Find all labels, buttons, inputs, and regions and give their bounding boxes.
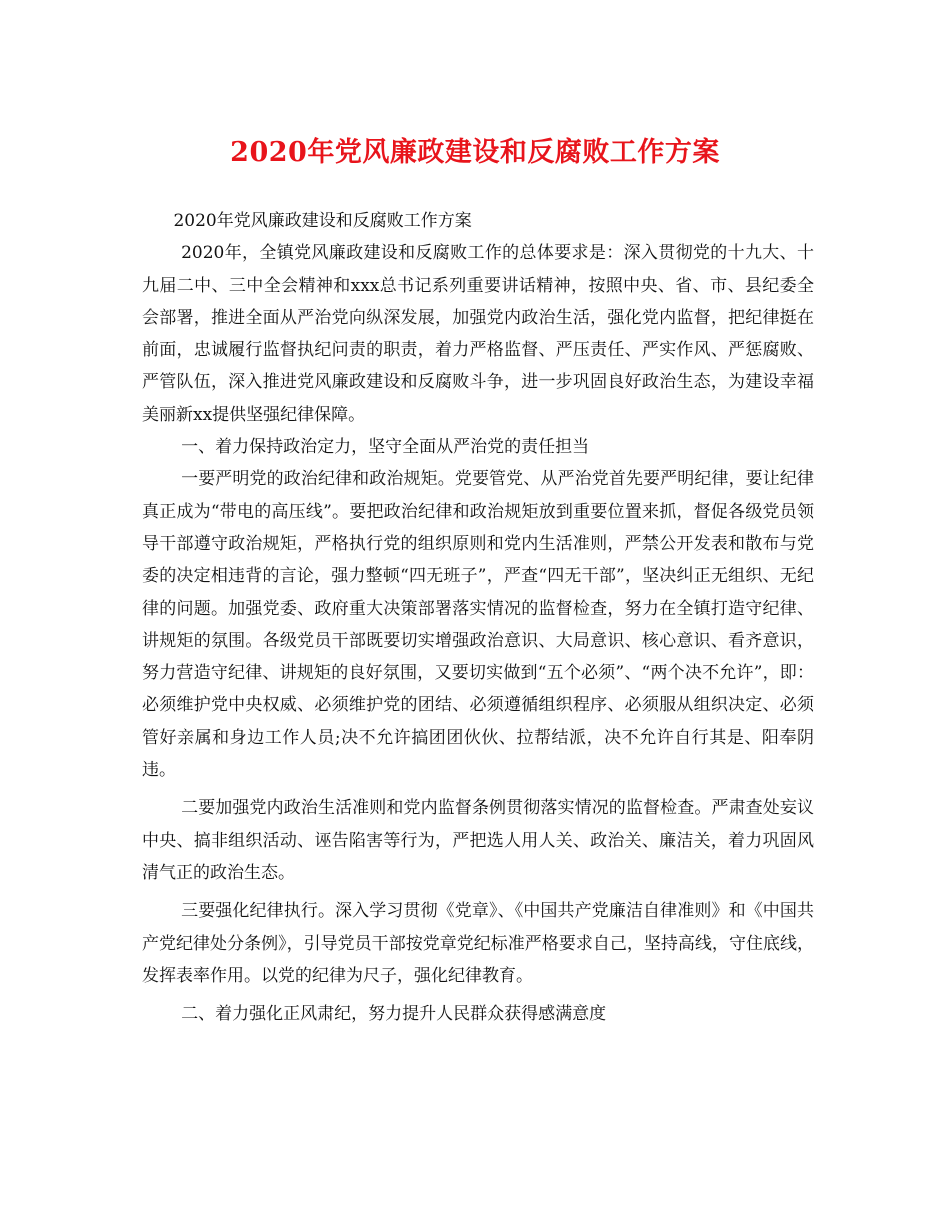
document-subtitle: 2020年党风廉政建设和反腐败工作方案 [173,211,472,231]
document-title: 2020年党风廉政建设和反腐败工作方案 [230,137,720,168]
paragraph-party-life-supervision: 二要加强党内政治生活准则和党内监督条例贯彻落实情况的监督检查。严肃查处妄议中央、搞非组织活动、诬告陷害等行为，严把选人用人关、政治关、廉洁关，着力巩固风清气正的政治生态。 [142,798,814,883]
document-body [142,205,814,1030]
paragraph-political-discipline: 一要严明党的政治纪律和政治规矩。党要管党、从严治党首先要严明纪律，要让纪律真正成为“带电的高压线”。要把政治纪律和政治规矩放到重要位置来抓，督促各级党员领导干部遵守政治规矩，严格执行党的组织原则和党内生活准则，严禁公开发表和散布与党委的决定相违背的言论，强力整顿“四无班子”，严查“四无干部”，坚决纠正无组织、无纪律的问题。加强党委、政府重大决策部署落实情况的监督检查，努力在全镇打造守纪律、讲规矩的氛围。各级党员干部既要切实增强政治意识、大局意识、核心意识、看齐意识，努力营造守纪律、讲规矩的良好氛围，又要切实做到“五个必须”、“两个决不允许”，即：必须维护党中央权威、必须维护党的团结、必须遵循组织程序、必须服从组织决定、必须管好亲属和身边工作人员;决不允许搞团团伙伙、拉帮结派，决不允许自行其是、阳奉阴违。 [142,469,814,781]
section-heading-2: 二、着力强化正风肃纪，努力提升人民群众获得感满意度 [181,1004,607,1025]
section-heading-1: 一、着力保持政治定力，坚守全面从严治党的责任担当 [181,437,590,458]
paragraph-intro: 2020年，全镇党风廉政建设和反腐败工作的总体要求是：深入贯彻党的十九大、十九届二中、三中全会精神和xxx总书记系列重要讲话精神，按照中央、省、市、县纪委全会部署，推进全面从严治党向纵深发展，加强党内政治生活，强化党内监督，把纪律挺在前面，忠诚履行监督执纪问责的职责，着力严格监督、严压责任、严实作风、严惩腐败、严管队伍，深入推进党风廉政建设和反腐败斗争，进一步巩固良好政治生态，为建设幸福美丽新xx提供坚强纪律保障。 [142,243,814,425]
paragraph-discipline-enforcement: 三要强化纪律执行。深入学习贯彻《党章》、《中国共产党廉洁自律准则》和《中国共产党纪律处分条例》，引导党员干部按党章党纪标准严格要求自己，坚持高线，守住底线，发挥表率作用。以党的纪律为尺子，强化纪律教育。 [142,901,814,986]
